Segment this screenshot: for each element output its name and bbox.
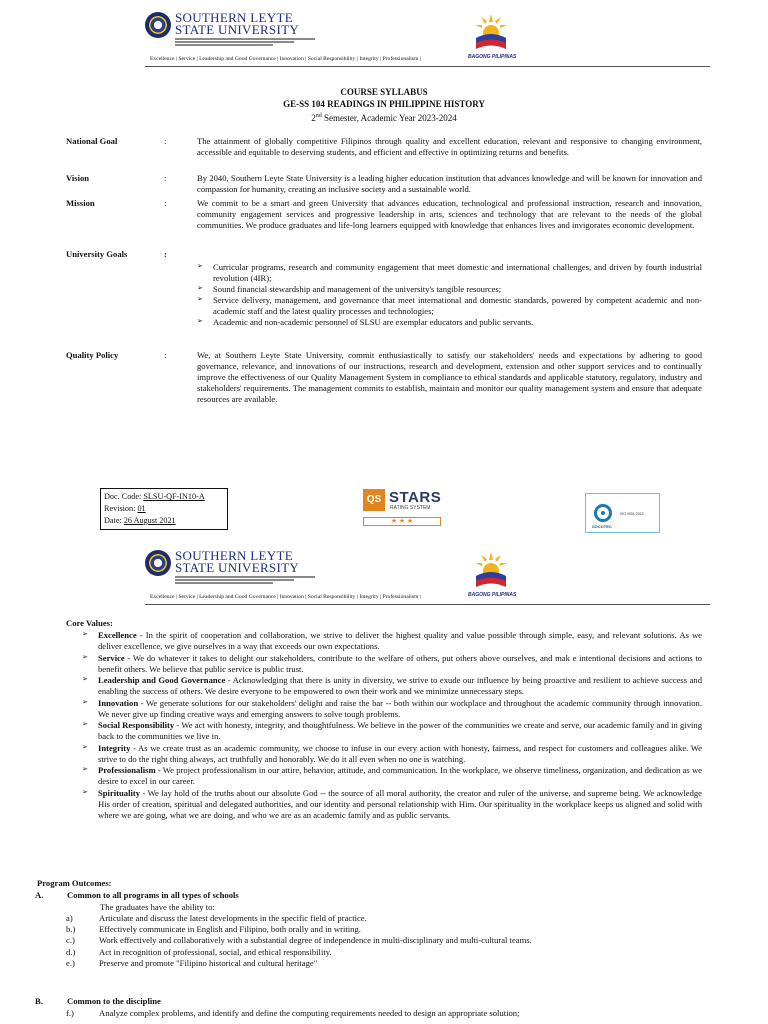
university-name: SOUTHERN LEYTE STATE UNIVERSITY bbox=[175, 548, 300, 575]
vision-text: By 2040, Southern Leyte State University is a leading higher education institution that advances knowledge and will be known for innovation and compassion for humanity, creating an inclusive society and a sustainable world. bbox=[197, 173, 702, 194]
university-seal-icon bbox=[145, 550, 171, 576]
header-rule bbox=[145, 604, 710, 605]
vision-label: Vision bbox=[66, 173, 90, 183]
socotec-ring-icon bbox=[594, 504, 612, 522]
header-rule bbox=[145, 66, 710, 67]
outcomes-intro: The graduates have the ability to: bbox=[100, 902, 215, 912]
qs-icon: QS bbox=[363, 489, 385, 511]
arrow-bullet-icon: ➢ bbox=[197, 262, 203, 270]
list-item: ➢ Professionalism - We project professionalism in our attire, behavior, attitude, and communication. In the workplace, we observe timeliness, organization, and dedication as we desire to excel in our career. bbox=[82, 765, 702, 786]
star-rating-icon: ★ ★ ★ bbox=[363, 517, 441, 526]
arrow-bullet-icon: ➢ bbox=[82, 697, 88, 706]
document-control-box: Doc. Code: SLSU-QF-IN10-A Revision: 01 Date: 26 August 2021 bbox=[100, 488, 228, 530]
university-goals-list bbox=[197, 262, 702, 328]
semester-line: 2nd Semester, Academic Year 2023-2024 bbox=[311, 113, 457, 123]
list-item: ➢ Sound financial stewardship and management of the university's tangible resources; bbox=[197, 284, 502, 294]
list-item: ➢ Spirituality - We lay hold of the truths about our absolute God -- the source of all moral authority, the creator and ruler of the universe, and supreme being. We acknowledge His order of creation, spiritual and delegated authorities, and our identity and personal relationship with Him. Our spirituality in the workplace keeps us aligned and solid with where we are going, what we are doing, and who we are as an academic family and as public servants. bbox=[82, 787, 702, 820]
national-goal-label: National Goal bbox=[66, 136, 118, 146]
list-item: ➢ Excellence - In the spirit of cooperation and collaboration, we strive to deliver the highest quality and value possible through simple, easy, and relevant solutions. As we deliver excellence, we give ourselves in a way that exceeds our own expectations. bbox=[82, 630, 702, 651]
doc-date: 26 August 2021 bbox=[123, 516, 176, 525]
arrow-bullet-icon: ➢ bbox=[82, 742, 88, 751]
university-goals-label: University Goals bbox=[66, 249, 128, 259]
university-address-lines bbox=[175, 37, 315, 46]
qs-stars-logo: QS STARS RATING SYSTEM ★ ★ ★ bbox=[363, 489, 443, 529]
national-goal-text: The attainment of globally competitive Filipinos through quality and excellent education, relevant and responsive to changing environment, accessible and equitable to deserving students, and efficient and effective in optimizing returns and benefits. bbox=[197, 136, 702, 157]
list-item: ➢ Innovation - We generate solutions for our stakeholders' delight and raise the bar -- both within our workplace and throughout the academic community through innovation. We never give up finding creative ways and emerging answers to solve tough problems. bbox=[82, 697, 702, 719]
program-outcomes-title: Program Outcomes: bbox=[37, 878, 112, 888]
list-item: ➢ Leadership and Good Governance - Acknowledging that there is unity in diversity, we strive to exude our influence by being proactive and resilient to achieve success and enabling the success of others. We desire everyone to be empowered to own their work and we minimize unnecessary steps. bbox=[82, 675, 702, 696]
list-item: a) Articulate and discuss the latest developments in the specific field of practice. bbox=[66, 913, 367, 923]
core-values-title: Core Values: bbox=[66, 618, 113, 628]
list-item: e.) Preserve and promote "Filipino historical and cultural heritage" bbox=[66, 958, 318, 968]
bagong-pilipinas-logo-icon bbox=[470, 12, 512, 54]
arrow-bullet-icon: ➢ bbox=[197, 295, 203, 303]
bagong-pilipinas-logo-icon bbox=[470, 550, 512, 592]
list-item: f.) Analyze complex problems, and identify and define the computing requirements needed to design an appropriate solution; bbox=[66, 1008, 520, 1018]
list-item: d.) Act in recognition of professional, social, and ethical responsibility. bbox=[66, 947, 332, 957]
section-a-outcomes bbox=[66, 913, 606, 969]
list-item: b.) Effectively communicate in English and Filipino, both orally and in writing. bbox=[66, 924, 361, 934]
university-motto: Excellence | Service | Leadership and Good Governance | Innovation | Social Responsibility | Integrity | Professionalism | bbox=[150, 56, 421, 62]
socotec-certification-logo: ISO 9001:2015 SOCOTEC bbox=[585, 493, 660, 533]
university-name: SOUTHERN LEYTE STATE UNIVERSITY bbox=[175, 10, 300, 37]
arrow-bullet-icon: ➢ bbox=[82, 675, 88, 683]
arrow-bullet-icon: ➢ bbox=[82, 652, 88, 661]
section-b-outcomes bbox=[66, 1008, 686, 1019]
bagong-pilipinas-label: BAGONG PILIPINAS bbox=[468, 54, 517, 60]
mission-text: We commit to be a smart and green University that advances education, technological and professional instruction, research and innovation, community engagement services and progressive leadership in arts, sciences and technology that are relevant to the needs of the global communities. We produce graduates and life-long learners equipped with knowledge that enhances lives and invigorates economic development. bbox=[197, 198, 702, 230]
title-line-1: COURSE SYLLABUS bbox=[340, 87, 428, 97]
list-item: ➢ Integrity - As we create trust as an academic community, we choose to infuse in our every action with honesty, fairness, and respect for customers and colleagues alike. We strive to do the right thing always, act truthfully and honorably. We do it all even when no one is watching. bbox=[82, 742, 702, 764]
list-item: ➢ Social Responsibility - We act with honesty, integrity, and thoughtfulness. We believe in the power of the communities we create and serve, our academic family and in giving back to the communities we live in. bbox=[82, 720, 702, 741]
core-values-list bbox=[82, 630, 702, 821]
arrow-bullet-icon: ➢ bbox=[82, 787, 88, 796]
arrow-bullet-icon: ➢ bbox=[197, 317, 203, 325]
doc-code: SLSU-QF-IN10-A bbox=[143, 492, 205, 501]
quality-policy-label: Quality Policy bbox=[66, 350, 119, 360]
page-header bbox=[145, 550, 715, 610]
title-line-2: GE-SS 104 READINGS IN PHILIPPINE HISTORY bbox=[283, 99, 485, 109]
doc-revision: 01 bbox=[137, 504, 146, 513]
university-motto: Excellence | Service | Leadership and Good Governance | Innovation | Social Responsibility | Integrity | Professionalism | bbox=[150, 594, 421, 600]
list-item: ➢ Curricular programs, research and community engagement that meet domestic and international challenges, and driven by fourth industrial revolution (4IR); bbox=[197, 262, 702, 283]
list-item: ➢ Service delivery, management, and governance that meet international and domestic standards, powered by competent academic and non-academic staff and the latest quality processes and technologies; bbox=[197, 295, 702, 316]
arrow-bullet-icon: ➢ bbox=[82, 720, 88, 728]
page-header bbox=[145, 12, 715, 72]
university-seal-icon bbox=[145, 12, 171, 38]
arrow-bullet-icon: ➢ bbox=[82, 765, 88, 773]
syllabus-title bbox=[0, 86, 768, 124]
mission-label: Mission bbox=[66, 198, 95, 208]
arrow-bullet-icon: ➢ bbox=[82, 630, 88, 638]
quality-policy-text: We, at Southern Leyte State University, commit enthusiastically to satisfy our stakeholders' needs and expectations by adhering to good governance, relevance, and innovations of our instructions, research and development, extension and other support services and to continually improve the effectiveness of our Quality Management System in compliance to ethical standards and applicable statutory, regulatory, industry and stakeholders' requirements. The management commits to establish, maintain and monitor our quality management system and ensure that adequate resources are available. bbox=[197, 350, 702, 404]
list-item: ➢ Academic and non-academic personnel of SLSU are exemplar educators and public servants. bbox=[197, 317, 534, 327]
bagong-pilipinas-label: BAGONG PILIPINAS bbox=[468, 592, 517, 598]
university-address-lines bbox=[175, 575, 315, 584]
arrow-bullet-icon: ➢ bbox=[197, 284, 203, 292]
list-item: c.) Work effectively and collaboratively with a substantial degree of independence in multi-disciplinary and multi-cultural teams. bbox=[66, 935, 532, 945]
list-item: ➢ Service - We do whatever it takes to delight our stakeholders, contribute to the welfare of others, put others above ourselves, and mak e intentional decisions and actions to benefit others. We believe that public service is public trust. bbox=[82, 652, 702, 674]
